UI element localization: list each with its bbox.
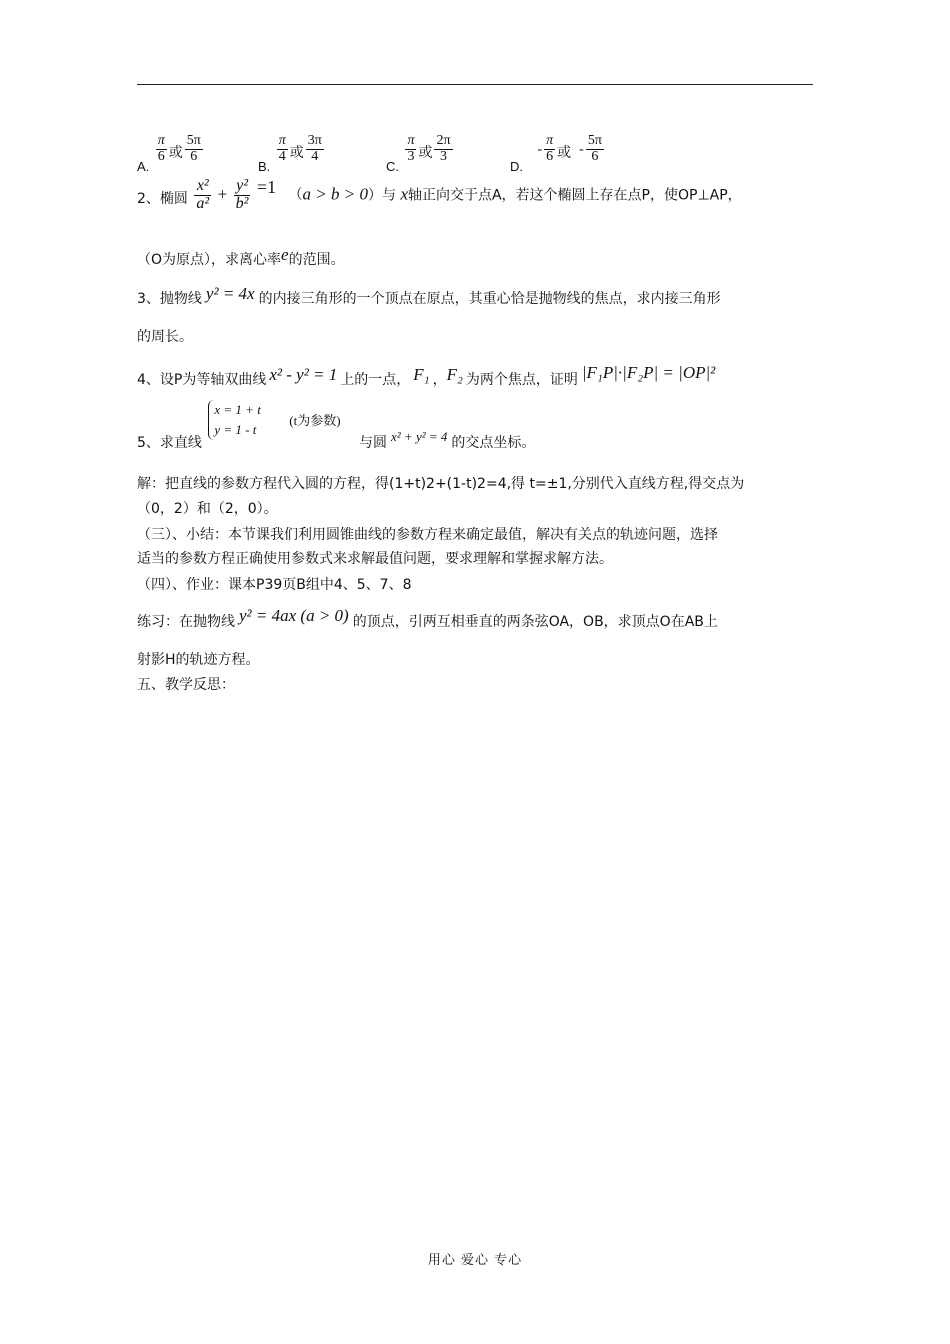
- q2-tail: 轴正向交于点A，若这个椭圆上存在点P，使OP⊥AP，: [407, 187, 742, 204]
- q2-line2-b: 的范围。: [288, 252, 345, 268]
- option-c: [386, 133, 455, 175]
- question-4: [137, 363, 716, 388]
- practice-tail: 的顶点，引两互相垂直的两条弦OA，OB，求顶点O在AB上: [352, 614, 718, 630]
- option-d-or: 或: [557, 145, 572, 162]
- option-c-label: C.: [386, 159, 399, 175]
- practice-line1: [137, 606, 718, 630]
- q5-sys2: y = 1 - t: [214, 422, 257, 437]
- practice-prefix: 练习：在抛物线: [137, 614, 235, 630]
- option-a-label: A.: [137, 159, 150, 175]
- q3-tail: 的内接三角形的一个顶点在原点，其重心恰是抛物线的焦点，求内接三角形: [258, 291, 721, 307]
- q3-line2: 的周长。: [137, 329, 193, 345]
- q5-system: [208, 400, 260, 440]
- reflection: [137, 678, 235, 692]
- page-footer: 用心 爱心 专心: [427, 1253, 523, 1268]
- q2-mid: 与: [381, 187, 396, 204]
- q5-sys1: x = 1 + t: [214, 402, 261, 417]
- summary-line2: [137, 552, 613, 566]
- q5-prefix: 5、求直线: [137, 435, 202, 451]
- homework: [137, 578, 412, 592]
- q4-comma: ，: [432, 372, 447, 388]
- reflection-text: 五、教学反思：: [137, 677, 235, 693]
- question-2-line1: [137, 178, 742, 213]
- option-d-frac2: $\frac{5\pi}{6}$: [587, 133, 602, 164]
- solution-line1: [137, 477, 744, 491]
- summary-text-2: 适当的参数方程正确使用参数式来求解最值问题，要求理解和掌握求解方法。: [137, 551, 613, 567]
- option-b-label: B.: [258, 159, 271, 175]
- q2-paren-open: （: [288, 187, 303, 204]
- q3-prefix: 3、抛物线: [137, 291, 202, 307]
- q4-proof: |F₁P|·|F₂P| = |OP|²: [581, 363, 716, 382]
- option-d-frac1: $\frac{\pi}{6}$: [546, 133, 554, 164]
- q2-prefix: 2、椭圆: [137, 191, 188, 208]
- q2-line2-a: （O为原点），求离心率: [137, 252, 282, 268]
- q5-tail: 的交点坐标。: [451, 435, 536, 451]
- question-2-line2: [137, 245, 345, 268]
- option-c-frac2: $\frac{2\pi}{3}$: [436, 133, 451, 164]
- option-c-or: 或: [418, 145, 433, 162]
- option-a-or: 或: [168, 145, 183, 162]
- option-d-sign1: -: [537, 142, 543, 158]
- question-3-line2: [137, 330, 193, 344]
- summary-line1: [137, 528, 718, 542]
- q4-mid1: 上的一点，: [340, 372, 411, 388]
- question-3-line1: [137, 284, 721, 307]
- q5-circle: x² + y² = 4: [391, 429, 448, 444]
- solution-text-1: 解：把直线的参数方程代入圆的方程，得(1+t)2+(1-t)2=4,得 t=±1,分别代入直线方程,得交点为: [137, 476, 745, 492]
- option-a: [137, 133, 205, 175]
- option-d-label: D.: [510, 159, 523, 175]
- q4-prefix: 4、设P为等轴双曲线: [137, 372, 267, 388]
- q2-x-var: x: [400, 184, 408, 204]
- q2-frac2: $\frac{\text{y²}}{\text{b²}}$: [235, 177, 249, 212]
- option-a-frac1: $\frac{\pi}{6}$: [157, 133, 165, 164]
- option-b: [258, 133, 326, 175]
- q4-mid2: 为两个焦点，证明: [465, 372, 578, 388]
- option-a-frac2: $\frac{5\pi}{6}$: [186, 133, 201, 164]
- q3-formula: y² = 4x: [205, 284, 255, 303]
- option-b-frac2: $\frac{3\pi}{4}$: [307, 133, 322, 164]
- question-5: [137, 400, 536, 451]
- q5-mid: 与圆: [359, 435, 387, 451]
- practice-line2: [137, 653, 260, 667]
- option-d: [510, 133, 606, 175]
- q4-f1: F₁: [413, 365, 430, 384]
- option-c-frac1: $\frac{\pi}{3}$: [407, 133, 415, 164]
- q2-frac1: $\frac{\text{x²}}{\text{a²}}$: [196, 177, 210, 212]
- option-b-frac1: $\frac{\pi}{4}$: [278, 133, 286, 164]
- option-b-or: 或: [289, 145, 304, 162]
- q2-paren-close: ）: [367, 187, 382, 204]
- option-d-sign2: -: [579, 142, 584, 158]
- q5-param: (t为参数): [289, 413, 341, 428]
- q4-formula: x² - y² = 1: [269, 365, 338, 384]
- q2-e-var: e: [281, 245, 289, 264]
- q2-cond: a > b > 0: [302, 184, 368, 204]
- q2-plus: +: [217, 184, 228, 204]
- q4-f2: F₂: [446, 365, 463, 384]
- q2-eq: =1: [256, 177, 277, 198]
- solution-text-2: （0，2）和（2，0）。: [137, 501, 278, 517]
- homework-text: （四）、作业：课本P39页B组中4、5、7、8: [137, 577, 412, 593]
- header-rule: [137, 84, 813, 85]
- practice-text-2: 射影H的轨迹方程。: [137, 652, 260, 668]
- practice-formula: y² = 4ax (a > 0): [239, 606, 349, 625]
- solution-line2: [137, 502, 278, 516]
- summary-text-1: （三）、小结：本节课我们利用圆锥曲线的参数方程来确定最值，解决有关点的轨迹问题，选择: [137, 527, 718, 543]
